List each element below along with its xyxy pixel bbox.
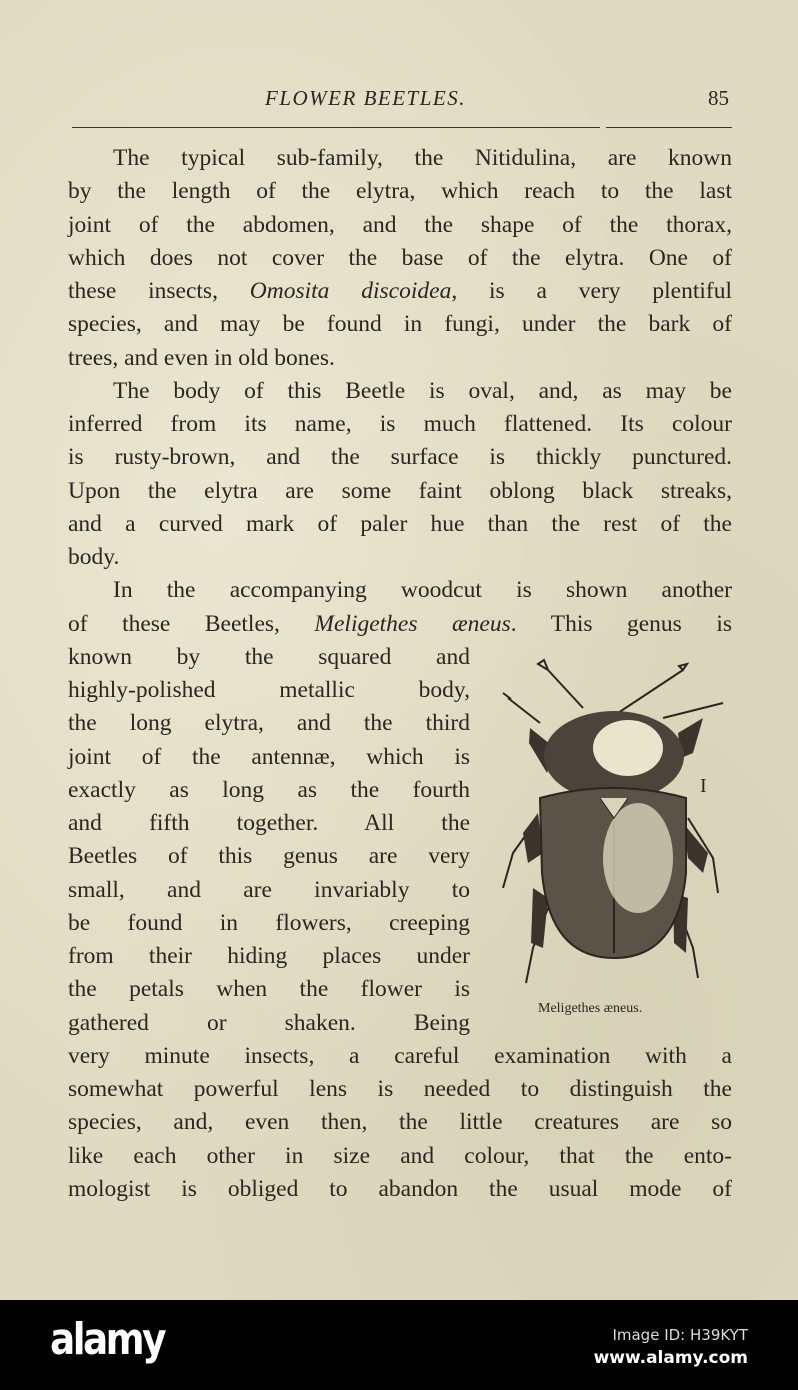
text-line [68, 242, 732, 275]
text-segment: known by the squared and [68, 643, 470, 670]
text-segment: the petals when the flower is [68, 976, 470, 1003]
text-segment: In the accompanying woodcut is shown another [113, 577, 732, 604]
text-line [68, 874, 470, 907]
text-line [68, 142, 732, 175]
header-rule [72, 127, 600, 128]
text-segment: by the length of the elytra, which reach to the last [68, 178, 732, 205]
text-segment: Upon the elytra are some faint oblong black streaks, [68, 477, 732, 504]
text-segment: , is a very plentiful [451, 278, 732, 304]
text-segment: the long elytra, and the third [68, 710, 470, 737]
text-segment: gathered or shaken. Being [68, 1009, 470, 1036]
text-line [68, 741, 470, 774]
text-line [68, 342, 732, 375]
text-segment: like each other in size and colour, that the ento- [68, 1142, 732, 1169]
text-line [68, 774, 470, 807]
text-segment: joint of the abdomen, and the shape of the thorax, [68, 211, 732, 238]
text-line [68, 1007, 470, 1040]
text-line [68, 1140, 732, 1173]
alamy-logo: alamy [50, 1314, 164, 1365]
text-segment: inferred from its name, is much flattened. Its colour [68, 411, 732, 437]
text-line [68, 907, 470, 940]
text-line [68, 940, 470, 973]
text-line [68, 674, 470, 707]
text-segment: of these Beetles, [68, 610, 315, 637]
text-line [68, 175, 732, 208]
text-segment: these insects, [68, 278, 250, 304]
header-rule-right [606, 127, 732, 128]
text-line [68, 209, 732, 242]
text-segment: highly-polished metallic body, [68, 677, 470, 703]
text-line [68, 375, 732, 408]
text-line [68, 1173, 732, 1206]
text-line [68, 608, 732, 641]
text-segment: from their hiding places under [68, 943, 470, 969]
text-line [68, 441, 732, 474]
text-line [68, 707, 470, 740]
italic-species-name: Meligethes æneus [314, 610, 511, 637]
text-segment: very minute insects, a careful examination with a [68, 1042, 732, 1069]
text-segment: joint of the antennæ, which is [68, 743, 470, 770]
running-head [0, 86, 798, 116]
text-segment: trees, and even in old bones. [68, 344, 335, 371]
watermark-footer [0, 1300, 798, 1390]
text-line [68, 1106, 732, 1139]
text-segment: which does not cover the base of the elytra. One of [68, 244, 732, 271]
figure-caption: Meligethes æneus. [538, 1001, 643, 1016]
text-line [68, 574, 732, 607]
text-segment: mologist is obliged to abandon the usual mode of [68, 1175, 732, 1202]
text-segment: exactly as long as the fourth [68, 776, 470, 803]
text-segment: small, and are invariably to [68, 876, 470, 903]
text-line [68, 973, 470, 1006]
text-segment: body. [68, 544, 120, 570]
italic-species-name: Omosita discoidea [249, 278, 452, 304]
scale-mark: I [700, 775, 707, 797]
text-line [68, 308, 732, 341]
beetle-illustration [488, 658, 738, 988]
text-segment: . This genus is [510, 610, 732, 637]
text-line [68, 541, 732, 574]
page-number: 85 [708, 86, 729, 110]
text-segment: is rusty-brown, and the surface is thickly punctured. [68, 444, 732, 471]
text-line [68, 508, 732, 541]
text-segment: The body of this Beetle is oval, and, as may be [113, 377, 732, 404]
text-segment: and fifth together. All the [68, 810, 470, 836]
text-segment: be found in flowers, creeping [68, 909, 470, 936]
text-segment: and a curved mark of paler hue than the rest of the [68, 510, 732, 537]
site-url: www.alamy.com [593, 1348, 748, 1368]
running-head-title: FLOWER BEETLES. [265, 86, 466, 110]
text-line [68, 641, 470, 674]
text-segment: somewhat powerful lens is needed to distinguish the [68, 1076, 732, 1102]
image-id: Image ID: H39KYT [612, 1326, 748, 1344]
text-segment: Beetles of this genus are very [68, 843, 470, 870]
text-segment: species, and, even then, the little creatures are so [68, 1109, 732, 1136]
text-line [68, 1040, 732, 1073]
text-line [68, 840, 470, 873]
text-line [68, 1073, 732, 1106]
text-line [68, 275, 732, 308]
text-line [68, 475, 732, 508]
text-line [68, 408, 732, 441]
text-line [68, 807, 470, 840]
beetle-woodcut-icon [488, 658, 738, 988]
text-segment: species, and may be found in fungi, under the bark of [68, 311, 732, 338]
text-segment: The typical sub-family, the Nitidulina, are known [113, 145, 732, 171]
